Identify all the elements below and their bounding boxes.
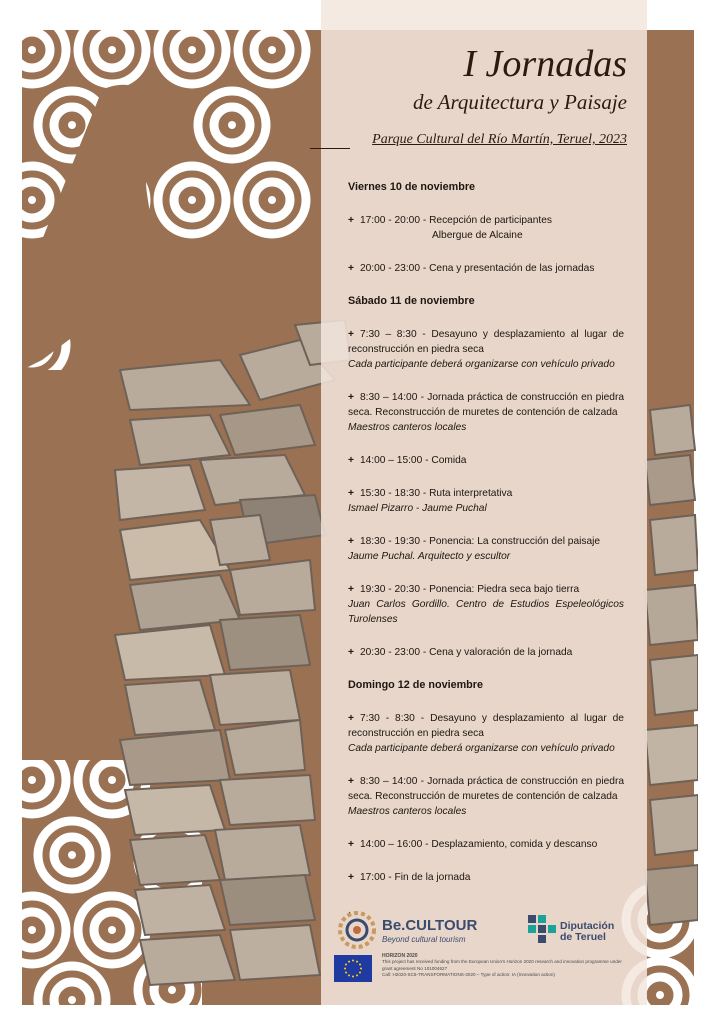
event-text: Ponencia: Piedra seca bajo tierra [429, 584, 580, 595]
event-text: Cena y valoración de la jornada [429, 647, 573, 658]
horizon-title: HORIZON 2020 [382, 953, 418, 959]
schedule-item: + 20:00 - 23:00 - Cena y presentación de las jornadas [348, 263, 595, 274]
diputacion-line2: de Teruel [560, 931, 606, 943]
sponsor-logos [330, 905, 640, 1001]
plus-icon: + [348, 776, 354, 787]
end-dot: . [348, 905, 351, 916]
day-heading: Viernes 10 de noviembre [348, 181, 476, 193]
diputacion-logo-icon [528, 915, 556, 943]
schedule-item: + 19:30 - 20:30 - Ponencia: Piedra seca bajo tierra Juan Carlos Gordillo. Centro de Estudios Espeleológicos Turolenses [348, 584, 624, 625]
event-time: 7:30 - 8:30 [359, 713, 415, 724]
schedule-item: + 17:00 - Fin de la jornada [348, 872, 471, 883]
event-text: Cena y presentación de las jornadas [429, 263, 595, 274]
event-time: 17:00 - 20:00 [359, 215, 420, 226]
event-text: Ponencia: La construcción del paisaje [429, 536, 601, 547]
event-text: Comida [431, 455, 467, 466]
schedule-item: + 8:30 – 14:00 - Jornada práctica de construcción en piedra seca. Reconstrucción de muretes de contención de calzada Maestros canteros locales [348, 776, 624, 817]
schedule-item: + 7:30 - 8:30 - Desayuno y desplazamiento al lugar de reconstrucción en piedra seca Cada participante deberá organizarse con vehículo privado [348, 713, 624, 754]
event-time: 17:00 [359, 872, 386, 883]
event-note: Ismael Pizarro - Jaume Puchal [348, 503, 487, 514]
event-time: 14:00 – 16:00 [359, 839, 423, 850]
event-text: Ruta interpretativa [429, 488, 513, 499]
event-time: 7:30 – 8:30 [359, 329, 417, 340]
event-text: Desayuno y desplazamiento al lugar de reconstrucción en piedra seca [348, 329, 624, 355]
event-time: 19:30 - 20:30 [359, 584, 420, 595]
plus-icon: + [348, 329, 354, 340]
event-time: 15:30 - 18:30 [359, 488, 420, 499]
event-time: 20:00 - 23:00 [359, 263, 420, 274]
schedule-item: + 14:00 – 15:00 - Comida [348, 455, 467, 466]
day-heading: Sábado 11 de noviembre [348, 295, 475, 307]
plus-icon: + [348, 584, 354, 595]
event-time: 8:30 – 14:00 [359, 392, 418, 403]
event-text: Fin de la jornada [394, 872, 471, 883]
event-note: Cada participante deberá organizarse con vehículo privado [348, 359, 615, 370]
schedule-item: + 20:30 - 23:00 - Cena y valoración de la jornada [348, 647, 573, 658]
diputacion-line1: Diputación [560, 920, 615, 932]
plus-icon: + [348, 839, 354, 850]
horizon-text: This project has received funding from the European Union's Horizon 2020 research and innovation programme under grant agreement No 101004627 [382, 959, 622, 971]
event-note: Maestros canteros locales [348, 806, 467, 817]
day-heading: Domingo 12 de noviembre [348, 679, 483, 691]
plus-icon: + [348, 536, 354, 547]
event-note: Jaume Puchal. Arquitecto y escultor [348, 551, 511, 562]
plus-icon: + [348, 647, 354, 658]
schedule-item: + 17:00 - 20:00 - Recepción de participantes Albergue de Alcaine [348, 213, 624, 243]
plus-icon: + [348, 215, 354, 226]
plus-icon: + [348, 488, 354, 499]
plus-icon: + [348, 392, 354, 403]
becultour-tagline: Beyond cultural tourism [382, 935, 466, 944]
horizon-disclaimer [382, 953, 632, 979]
eu-flag-icon [334, 955, 372, 982]
event-text: Desayuno y desplazamiento al lugar de reconstrucción en piedra seca [348, 713, 624, 739]
plus-icon: + [348, 872, 354, 883]
schedule-item: + 15:30 - 18:30 - Ruta interpretativa Ismael Pizarro - Jaume Puchal [348, 486, 624, 516]
event-text: Jornada práctica de construcción en piedra seca. Reconstrucción de muretes de contención de calzada [348, 776, 624, 802]
plus-icon: + [348, 263, 354, 274]
program-schedule [348, 180, 624, 918]
event-text: Desplazamiento, comida y descanso [431, 839, 598, 850]
circle-pattern-top [22, 30, 322, 370]
becultour-logo-icon [338, 911, 376, 949]
becultour-name: Be.CULTOUR [382, 917, 478, 934]
event-title: I Jornadas [463, 43, 627, 85]
event-text: Jornada práctica de construcción en piedra seca. Reconstrucción de muretes de contención de calzada [348, 392, 624, 418]
event-note: Juan Carlos Gordillo. Centro de Estudios Espeleológicos Turolenses [348, 599, 624, 625]
event-time: 8:30 – 14:00 [359, 776, 418, 787]
event-time: 14:00 – 15:00 [359, 455, 423, 466]
title-rule [310, 148, 350, 149]
horizon-call: Call: H2020-SC6-TRANSFORMATIONS-2020 – Type of action: IA (Innovation action) [382, 972, 555, 978]
schedule-item: + 18:30 - 19:30 - Ponencia: La construcción del paisaje Jaume Puchal. Arquitecto y escultor [348, 534, 624, 564]
event-time: 20:30 - 23:00 [359, 647, 420, 658]
event-note: Maestros canteros locales [348, 422, 467, 433]
diputacion-name [560, 921, 614, 943]
event-note: Cada participante deberá organizarse con vehículo privado [348, 743, 615, 754]
event-text: Recepción de participantes [429, 215, 552, 226]
event-subtitle: de Arquitectura y Paisaje [412, 90, 627, 114]
schedule-item: + 14:00 – 16:00 - Desplazamiento, comida y descanso [348, 839, 598, 850]
schedule-item: + 7:30 – 8:30 - Desayuno y desplazamiento al lugar de reconstrucción en piedra seca Cada participante deberá organizarse con vehículo privado [348, 329, 624, 370]
event-place: Albergue de Alcaine [432, 230, 523, 241]
event-time: 18:30 - 19:30 [359, 536, 420, 547]
plus-icon: + [348, 713, 354, 724]
event-location: Parque Cultural del Río Martín, Teruel, 2023 [372, 132, 627, 147]
schedule-item: + 8:30 – 14:00 - Jornada práctica de construcción en piedra seca. Reconstrucción de muretes de contención de calzada Maestros canteros locales [348, 392, 624, 433]
plus-icon: + [348, 455, 354, 466]
